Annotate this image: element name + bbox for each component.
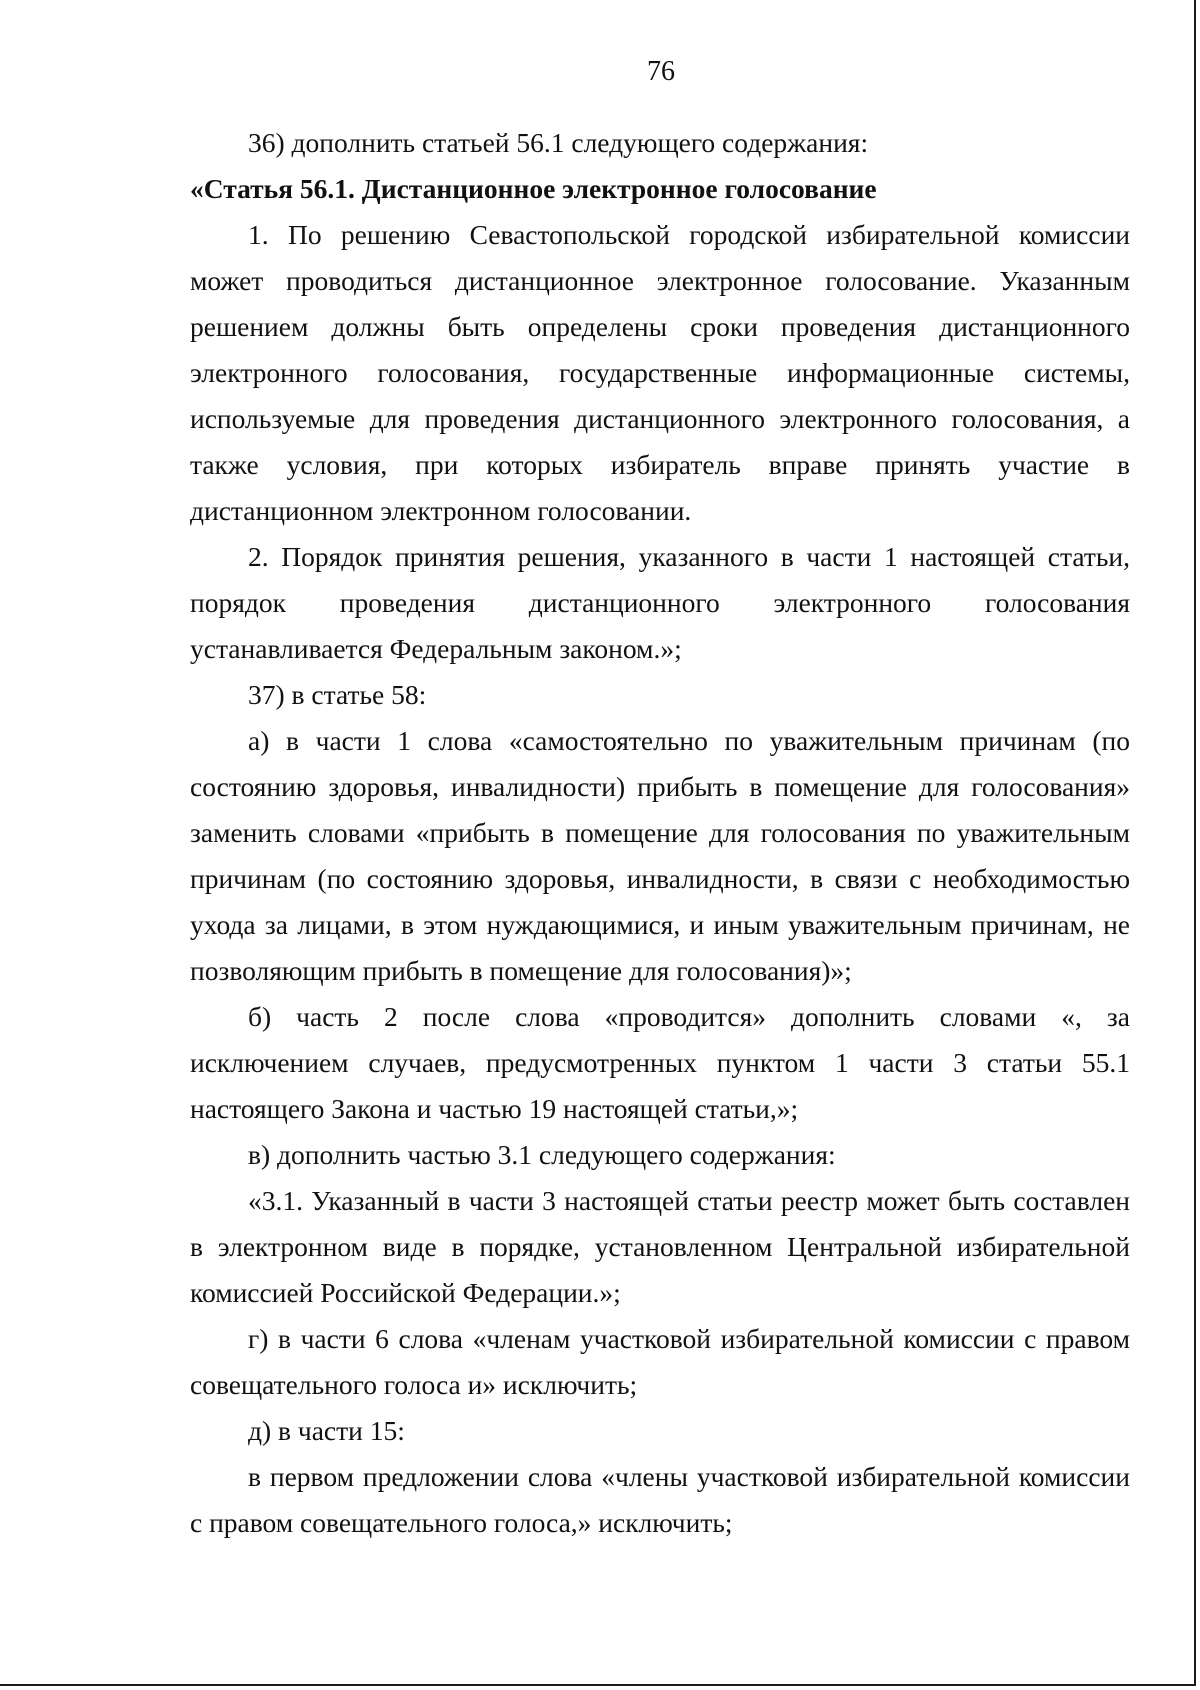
paragraph-first-sentence: в первом предложении слова «члены участковой избирательной комиссии с правом совещательного голоса,» исключить; <box>190 1461 1130 1538</box>
paragraph-subitem-v: в) дополнить частью 3.1 следующего содержания: <box>248 1139 836 1170</box>
paragraph-subitem-d: д) в части 15: <box>248 1415 405 1446</box>
paragraph-part-2: 2. Порядок принятия решения, указанного в части 1 настоящей статьи, порядок проведения дистанционного электронного голосования устанавливается Федеральным законом.»; <box>190 541 1130 664</box>
paragraph-subitem-b: б) часть 2 после слова «проводится» дополнить словами «, за исключением случаев, предусмотренных пунктом 1 части 3 статьи 55.1 настоящего Закона и частью 19 настоящей статьи,»; <box>190 1001 1130 1124</box>
page-number: 76 <box>647 56 675 87</box>
paragraph-part-1: 1. По решению Севастопольской городской избирательной комиссии может проводиться дистанционное электронное голосование. Указанным решением должны быть определены сроки проведения дистанционного электронного голосования, государственные информационные системы, используемые для проведения дистанционного электронного голосования, а также условия, при которых избиратель вправе принять участие в дистанционном электронном голосовании. <box>190 219 1130 526</box>
paragraph-item-37: 37) в статье 58: <box>248 679 427 710</box>
paragraph-part-3-1: «3.1. Указанный в части 3 настоящей статьи реестр может быть составлен в электронном виде в порядке, установленном Центральной избирательной комиссией Российской Федерации.»; <box>190 1185 1130 1308</box>
paragraph-item-36: 36) дополнить статьей 56.1 следующего содержания: <box>248 127 869 158</box>
paragraph-subitem-g: г) в части 6 слова «членам участковой избирательной комиссии с правом совещательного голоса и» исключить; <box>190 1323 1130 1400</box>
article-heading: «Статья 56.1. Дистанционное электронное голосование <box>190 173 877 204</box>
document-body <box>190 120 1130 1546</box>
paragraph-subitem-a: а) в части 1 слова «самостоятельно по уважительным причинам (по состоянию здоровья, инвалидности) прибыть в помещение для голосования» заменить словами «прибыть в помещение для голосования по уважительным причинам (по состоянию здоровья, инвалидности, в связи с необходимостью ухода за лицами, в этом нуждающимися, и иным уважительным причинам, не позволяющим прибыть в помещение для голосования)»; <box>190 725 1130 986</box>
